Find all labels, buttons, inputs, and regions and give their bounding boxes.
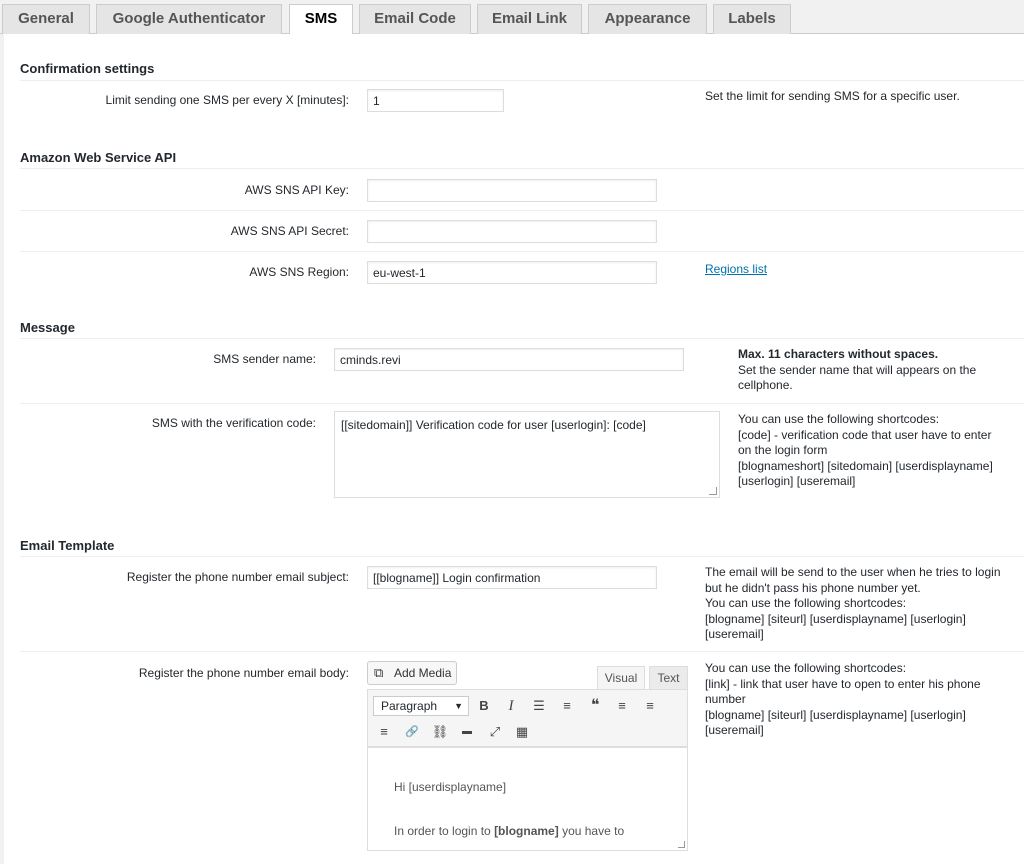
help-line: [blogname] [siteurl] [userdisplayname] [userlogin] [705,707,966,722]
sms-code-help [738,412,993,490]
section-title-confirmation: Confirmation settings [20,61,155,76]
divider [20,338,1024,339]
add-media-button[interactable] [367,661,457,685]
body-text-bold: [blogname] [494,824,559,838]
numbered-list-icon[interactable]: ≡ [563,698,571,713]
italic-icon[interactable]: I [508,698,514,714]
unlink-icon[interactable]: ⛓ [431,724,449,739]
divider [20,80,1024,81]
email-body-help [705,661,981,739]
format-select[interactable] [373,696,469,716]
divider [20,556,1024,557]
help-line: You can use the following shortcodes: [705,596,907,610]
sender-help-text: Set the sender name that will appears on the cellphone. [738,362,977,392]
align-left-icon[interactable]: ≡ [618,698,626,713]
help-line: [blogname] [siteurl] [userdisplayname] [userlogin] [705,611,966,626]
help-line: on the login form [738,443,828,457]
sms-code-text: [[sitedomain]] Verification code for user [userlogin]: [code] [341,418,646,432]
sms-code-textarea[interactable] [334,411,720,498]
help-line: [blognameshort] [sitedomain] [userdisplayname] [738,458,993,473]
resize-handle-icon[interactable] [678,841,685,848]
bullet-list-icon[interactable]: ☰ [533,698,545,713]
help-line: [useremail] [705,723,764,737]
body-text: you have to [558,824,625,838]
aws-key-input[interactable] [367,179,657,202]
tab-email-code[interactable]: Email Code [359,4,471,34]
body-text: In order to login to [394,824,495,838]
divider [20,251,1024,252]
read-more-icon[interactable]: ▬ [462,726,472,737]
section-title-email: Email Template [20,538,115,553]
sender-name-label: SMS sender name: [213,352,316,366]
add-media-label: Add Media [394,666,452,680]
chevron-down-icon: ▼ [454,701,463,711]
tab-appearance[interactable]: Appearance [588,4,707,34]
sender-help [738,347,1018,394]
tab-email-link[interactable]: Email Link [477,4,582,34]
settings-tabs [0,0,1024,34]
help-line: You can use the following shortcodes: [738,412,940,426]
email-body-editor[interactable] [367,747,688,851]
format-select-value: Paragraph [381,699,438,713]
fullscreen-icon[interactable]: ⤢ [489,724,501,739]
blockquote-icon[interactable]: ❝ [590,697,600,714]
divider [20,210,1024,211]
limit-help: Set the limit for sending SMS for a specific user. [705,89,960,103]
tab-general[interactable]: General [2,4,90,34]
media-icon: ⧉ [374,665,384,680]
help-line: You can use the following shortcodes: [705,661,907,675]
sender-name-input[interactable]: cminds.revi [334,348,684,371]
help-line: [useremail] [705,627,764,641]
tab-labels[interactable]: Labels [713,4,791,34]
body-line-1: Hi [userdisplayname] [394,780,507,794]
align-center-icon[interactable]: ≡ [646,698,654,713]
divider [20,651,1024,652]
divider [20,168,1024,169]
body-line-2 [394,824,624,838]
align-right-icon[interactable]: ≡ [380,724,388,739]
aws-key-label: AWS SNS API Key: [244,183,349,197]
section-title-message: Message [20,320,75,335]
tab-google-authenticator[interactable]: Google Authenticator [96,4,282,34]
toolbar-toggle-icon[interactable]: ▦ [515,724,529,739]
divider [20,403,1024,404]
aws-region-label: AWS SNS Region: [249,265,349,279]
editor-toolbar [367,689,688,747]
help-line: [code] - verification code that user have to enter [738,427,992,442]
help-line: [link] - link that user have to open to enter his phone [705,676,981,691]
editor-tab-visual[interactable]: Visual [597,666,645,690]
sms-code-label: SMS with the verification code: [151,416,316,430]
editor-tab-text[interactable]: Text [649,666,688,690]
sender-help-bold: Max. 11 characters without spaces. [738,347,939,361]
email-subject-help [705,565,1001,643]
help-line: number [705,692,746,706]
limit-label: Limit sending one SMS per every X [minutes]: [105,93,349,107]
limit-minutes-input[interactable]: 1 [367,89,504,112]
regions-list-link[interactable]: Regions list [705,262,768,276]
email-body-label: Register the phone number email body: [138,666,349,680]
aws-secret-input[interactable] [367,220,657,243]
section-title-aws: Amazon Web Service API [20,150,177,165]
bold-icon[interactable]: B [479,698,489,713]
link-icon[interactable]: 🔗 [405,726,419,738]
aws-region-input[interactable]: eu-west-1 [367,261,657,284]
email-subject-input[interactable]: [[blogname]] Login confirmation [367,566,657,589]
help-line: but he didn't pass his phone number yet. [705,580,921,595]
resize-handle-icon[interactable] [709,487,717,495]
email-subject-label: Register the phone number email subject: [126,570,349,584]
tab-sms[interactable]: SMS [289,4,353,35]
help-line: The email will be send to the user when he tries to login [705,565,1001,579]
aws-secret-label: AWS SNS API Secret: [230,224,349,238]
help-line: [userlogin] [useremail] [738,474,856,488]
